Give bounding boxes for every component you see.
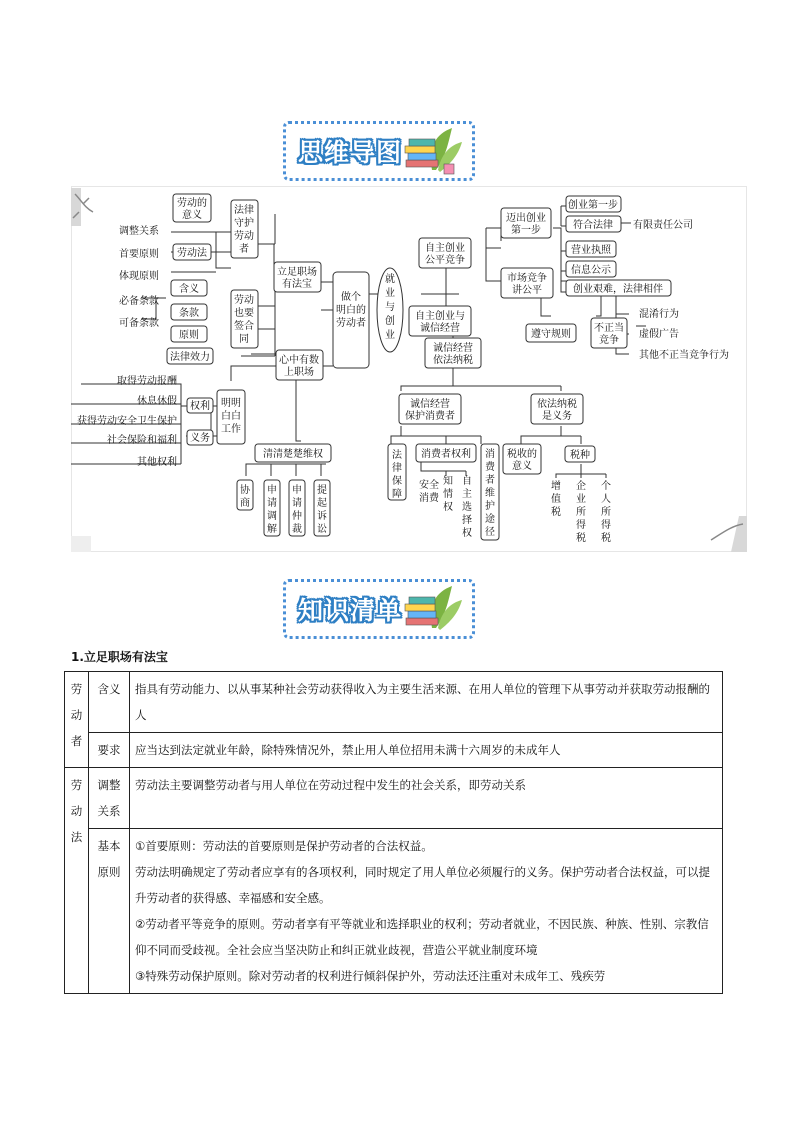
principle-1: ①首要原则：劳动法的首要原则是保护劳动者的合法权益。 <box>135 839 433 853</box>
leaf-bibei: 必备条款 <box>119 296 159 307</box>
svg-text:税种: 税种 <box>570 450 590 461</box>
svg-text:条款: 条款 <box>179 308 199 319</box>
svg-text:所: 所 <box>576 507 586 518</box>
node-chengxin-ns <box>425 338 481 368</box>
svg-text:律: 律 <box>392 463 402 474</box>
svg-text:税收的: 税收的 <box>507 449 537 460</box>
svg-text:得: 得 <box>601 520 611 531</box>
center-char: 业 <box>385 288 395 299</box>
svg-text:所: 所 <box>601 507 611 518</box>
svg-text:业: 业 <box>576 494 586 505</box>
table-row <box>65 733 723 768</box>
node-xinzhong <box>276 350 323 380</box>
corner-branch-decoration <box>71 188 747 552</box>
svg-text:诚信经营: 诚信经营 <box>420 323 460 334</box>
leaf-right: 其他权利 <box>137 457 177 468</box>
row-label: 要求 <box>89 733 130 768</box>
node-tiaojie <box>264 480 280 536</box>
node-yifa <box>531 394 583 424</box>
leaf-right: 获得劳动安全卫生保护 <box>77 416 177 427</box>
svg-text:含义: 含义 <box>179 284 199 295</box>
svg-text:调: 调 <box>267 511 277 522</box>
svg-text:申: 申 <box>292 485 302 496</box>
svg-text:护: 护 <box>485 501 495 512</box>
svg-text:自主创业与: 自主创业与 <box>415 311 465 322</box>
svg-text:增: 增 <box>551 481 561 492</box>
node-zizhu-gp <box>419 238 471 268</box>
svg-text:创业艰难，法律相伴: 创业艰难，法律相伴 <box>573 284 663 295</box>
row-label: 基本 原则 <box>89 829 130 994</box>
svg-text:请: 请 <box>292 498 302 509</box>
node-shuizhong <box>565 446 595 462</box>
svg-text:消: 消 <box>485 449 495 460</box>
svg-text:途: 途 <box>485 514 495 525</box>
svg-text:第一步: 第一步 <box>511 225 541 236</box>
svg-text:起: 起 <box>317 498 327 509</box>
svg-text:提: 提 <box>317 485 327 496</box>
node-hanyi <box>171 280 207 296</box>
leaf-right: 休息休假 <box>137 396 177 407</box>
svg-text:法律: 法律 <box>234 205 254 216</box>
svg-text:义务: 义务 <box>190 433 210 444</box>
svg-text:安全: 安全 <box>419 480 439 491</box>
svg-text:符合法律: 符合法律 <box>573 220 613 231</box>
row-text: 应当达到法定就业年龄，除特殊情况外，禁止用人单位招用未满十六周岁的未成年人 <box>130 733 723 768</box>
center-node <box>377 268 403 352</box>
svg-text:诚信经营: 诚信经营 <box>433 343 473 354</box>
svg-text:劳动法: 劳动法 <box>177 248 207 259</box>
svg-text:仲: 仲 <box>292 511 302 522</box>
svg-text:做个: 做个 <box>341 292 361 303</box>
banner-title: 思维导图 <box>298 138 403 167</box>
center-char: 与 <box>385 302 395 313</box>
svg-text:工作: 工作 <box>221 424 241 435</box>
svg-text:营业执照: 营业执照 <box>571 245 611 256</box>
leaf-right: 社会保险和福利 <box>107 435 177 446</box>
svg-text:劳动: 劳动 <box>234 231 254 242</box>
row-label: 调整 关系 <box>89 768 130 829</box>
svg-text:商: 商 <box>240 498 250 509</box>
node-chuangye-1 <box>566 196 621 212</box>
svg-text:有法宝: 有法宝 <box>282 279 312 290</box>
leaf-qiye <box>576 479 586 544</box>
svg-text:申: 申 <box>267 485 277 496</box>
center-char: 创 <box>385 316 395 327</box>
leaf-tixian: 体现原则 <box>119 271 159 282</box>
svg-text:障: 障 <box>392 489 402 500</box>
leaf-shouyao: 首要原则 <box>119 249 159 260</box>
banner-title: 知识清单 <box>298 596 403 625</box>
svg-text:消费: 消费 <box>419 493 439 504</box>
leaf-geren <box>601 479 611 544</box>
node-fuhe <box>566 216 621 232</box>
books-plant-icon <box>402 584 464 634</box>
svg-text:税: 税 <box>576 533 586 544</box>
node-zhongcai <box>289 480 305 536</box>
svg-text:立足职场: 立足职场 <box>277 267 317 278</box>
node-shuishou <box>503 444 541 474</box>
svg-text:劳动: 劳动 <box>234 295 254 306</box>
svg-text:费: 费 <box>485 462 495 473</box>
svg-text:得: 得 <box>576 520 586 531</box>
svg-text:值: 值 <box>551 494 561 505</box>
svg-text:择: 择 <box>462 515 472 526</box>
svg-text:也要: 也要 <box>234 308 254 319</box>
node-quanli <box>187 398 213 413</box>
svg-text:公平竞争: 公平竞争 <box>425 255 465 266</box>
node-buzheng <box>591 318 627 348</box>
leaf-youxian: 有限责任公司 <box>633 220 693 231</box>
principle-2: ②劳动者平等竞争的原则。劳动者享有平等就业和选择职业的权利；劳动者就业，不因民族、种族、性别、宗教信仰不同而受歧视。全社会应当坚决防止和纠正就业歧视，营造公平就业制度环境 <box>135 917 709 957</box>
svg-text:迈出创业: 迈出创业 <box>506 213 546 224</box>
node-falvbaozhang <box>388 444 406 500</box>
svg-text:竞争: 竞争 <box>599 335 619 346</box>
svg-text:权: 权 <box>462 528 472 539</box>
node-xiaoli <box>167 348 213 364</box>
node-laodongfa <box>173 244 211 260</box>
svg-text:者: 者 <box>239 244 249 255</box>
leaf-tiaozheng: 调整关系 <box>119 226 159 237</box>
row-text: 指具有劳动能力、以从事某种社会劳动获得收入为主要生活来源、在用人单位的管理下从事劳动并获取劳动报酬的人 <box>130 672 723 733</box>
svg-text:市场竞争: 市场竞争 <box>507 273 547 284</box>
mind-map <box>71 186 747 552</box>
node-yiwu <box>187 430 213 445</box>
svg-text:自: 自 <box>462 476 472 487</box>
node-jiannan <box>566 280 671 296</box>
node-yuanze <box>171 326 207 342</box>
leaf-right: 取得劳动报酬 <box>117 376 177 387</box>
svg-text:税: 税 <box>601 533 611 544</box>
svg-text:讲公平: 讲公平 <box>512 285 542 296</box>
svg-text:企: 企 <box>576 481 586 492</box>
node-qingchu <box>255 444 331 462</box>
node-xieshang <box>237 480 253 510</box>
row-text: 劳动法主要调整劳动者与用人单位在劳动过程中发生的社会关系，即劳动关系 <box>130 768 723 829</box>
svg-text:意义: 意义 <box>182 210 202 221</box>
svg-text:上职场: 上职场 <box>284 367 314 378</box>
svg-text:协: 协 <box>240 485 250 496</box>
svg-text:个: 个 <box>601 481 611 492</box>
svg-text:法律效力: 法律效力 <box>170 352 210 363</box>
row-label: 含义 <box>89 672 130 733</box>
svg-text:劳动者: 劳动者 <box>336 318 366 329</box>
svg-text:自主创业: 自主创业 <box>425 243 465 254</box>
svg-text:清清楚楚维权: 清清楚楚维权 <box>263 449 323 460</box>
svg-text:诉: 诉 <box>317 511 327 522</box>
node-mai <box>501 208 551 238</box>
node-tiaokuan <box>171 304 207 320</box>
leaf-hunxiao: 混淆行为 <box>639 309 679 320</box>
svg-text:同: 同 <box>239 334 249 345</box>
svg-text:解: 解 <box>267 524 277 535</box>
node-baohu <box>399 394 461 424</box>
svg-text:依法纳税: 依法纳税 <box>433 355 473 366</box>
leaf-kebei: 可备条款 <box>119 318 159 329</box>
svg-text:不正当: 不正当 <box>594 323 624 334</box>
svg-text:权: 权 <box>443 502 453 513</box>
center-char: 业 <box>385 330 395 341</box>
svg-text:白白: 白白 <box>221 411 241 422</box>
svg-text:主: 主 <box>462 489 472 500</box>
svg-text:明明: 明明 <box>221 398 241 409</box>
principle-1-detail: 劳动法明确规定了劳动者应享有的各项权利，同时规定了用人单位必须履行的义务。保护劳动者合法权益，可以提升劳动者的获得感、幸福感和安全感。 <box>135 865 710 905</box>
svg-text:知: 知 <box>443 476 453 487</box>
svg-text:讼: 讼 <box>317 524 327 535</box>
leaf-qita: 其他不正当竞争行为 <box>639 350 729 361</box>
leaf-xujia: 虚假广告 <box>639 329 679 340</box>
node-xiaofeizhe <box>416 444 476 462</box>
svg-text:创业第一步: 创业第一步 <box>568 200 618 211</box>
node-weihu <box>481 444 499 540</box>
svg-text:明白的: 明白的 <box>336 305 366 316</box>
table-row <box>65 672 723 733</box>
svg-text:径: 径 <box>485 527 495 538</box>
node-hetong <box>231 290 258 348</box>
principle-3: ③特殊劳动保护原则。除对劳动者的权利进行倾斜保护外，劳动法还注重对未成年工、残疾劳 <box>135 969 606 983</box>
svg-text:裁: 裁 <box>292 524 302 535</box>
node-left-hub <box>333 272 369 368</box>
svg-text:心中有数: 心中有数 <box>279 355 319 366</box>
svg-text:保护消费者: 保护消费者 <box>405 411 455 422</box>
svg-text:诚信经营: 诚信经营 <box>410 399 450 410</box>
node-mingbai <box>217 390 245 444</box>
section-title: 1.立足职场有法宝 <box>71 650 168 664</box>
svg-text:劳动的: 劳动的 <box>177 198 207 209</box>
leaf-zizhu <box>462 474 472 539</box>
svg-text:意义: 意义 <box>512 461 532 472</box>
center-char: 就 <box>385 274 395 285</box>
node-shichang <box>501 268 553 298</box>
svg-text:人: 人 <box>601 494 611 505</box>
node-zunshou <box>526 324 576 342</box>
svg-text:法: 法 <box>392 450 402 461</box>
table-row <box>65 829 723 994</box>
svg-text:请: 请 <box>267 498 277 509</box>
svg-text:权利: 权利 <box>190 401 210 412</box>
svg-text:维: 维 <box>485 488 495 499</box>
knowledge-list-banner <box>283 579 475 639</box>
node-yingye <box>566 241 616 257</box>
svg-text:原则: 原则 <box>179 330 199 341</box>
svg-text:依法纳税: 依法纳税 <box>537 399 577 410</box>
svg-text:情: 情 <box>443 489 453 500</box>
node-lizu <box>274 262 321 292</box>
row-text <box>130 829 723 994</box>
books-plant-icon <box>402 126 464 176</box>
node-yiyi <box>173 194 211 222</box>
svg-text:是义务: 是义务 <box>542 411 572 422</box>
node-zizhu-cx <box>409 306 471 336</box>
svg-text:签合: 签合 <box>234 321 254 332</box>
leaf-zhiqing <box>443 475 453 513</box>
node-susong <box>314 480 330 536</box>
node-xinxi <box>566 261 616 277</box>
leaf-zengzhi <box>551 479 561 518</box>
svg-text:消费者权利: 消费者权利 <box>421 449 471 460</box>
mind-map-banner <box>283 121 475 181</box>
svg-text:信息公示: 信息公示 <box>571 265 611 276</box>
category-cell: 劳 动 者 <box>65 672 89 768</box>
svg-text:选: 选 <box>462 502 472 513</box>
leaf-anquan <box>419 478 440 504</box>
svg-text:税: 税 <box>551 507 561 518</box>
svg-text:守护: 守护 <box>234 218 254 229</box>
svg-text:遵守规则: 遵守规则 <box>531 329 571 340</box>
category-cell: 劳 动 法 <box>65 768 89 994</box>
svg-text:者: 者 <box>485 475 495 486</box>
table-row <box>65 768 723 829</box>
node-falv <box>231 200 258 258</box>
knowledge-table <box>64 671 723 994</box>
svg-text:保: 保 <box>392 476 402 487</box>
